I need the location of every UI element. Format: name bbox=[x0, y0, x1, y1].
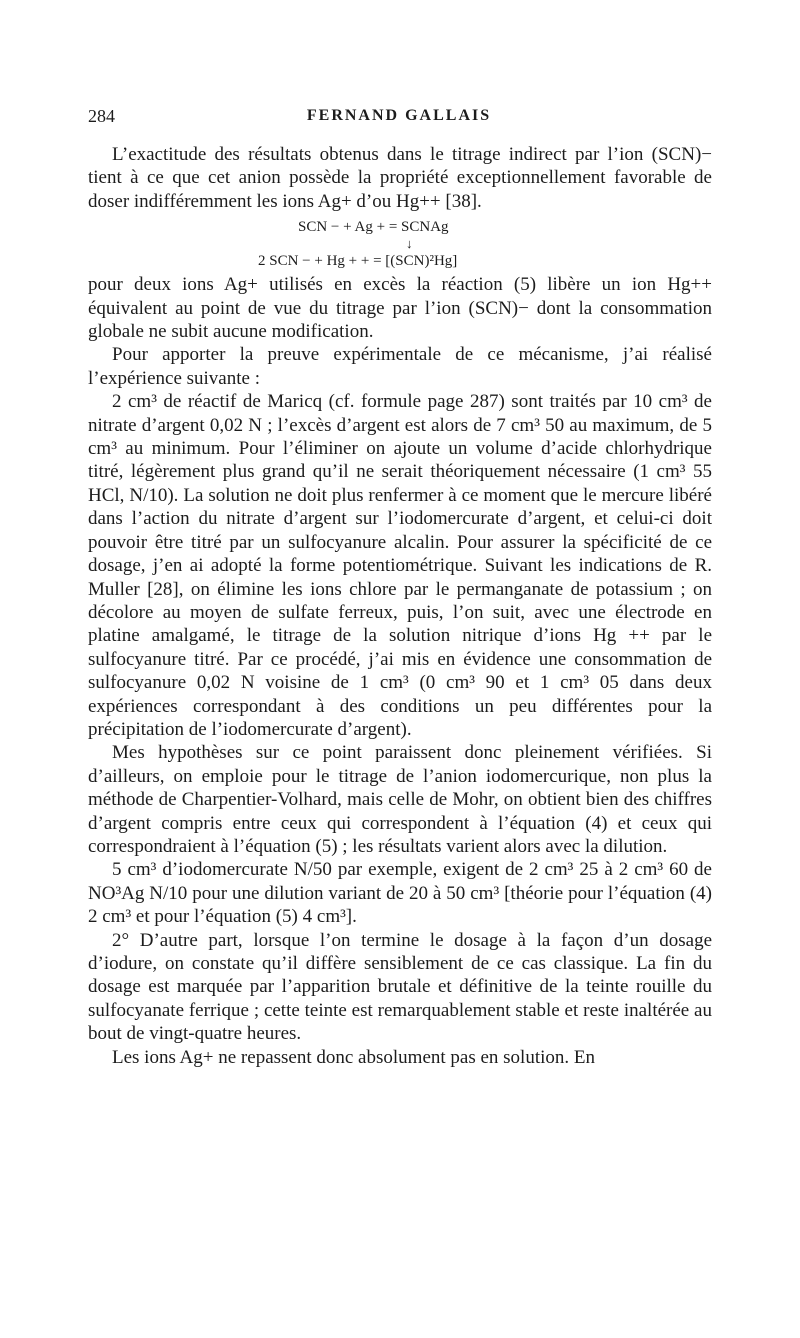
equation-line: SCN − + Ag + = SCNAg bbox=[298, 219, 449, 236]
paragraph: Pour apporter la preuve expérimentale de ce mécanisme, j’ai réalisé l’expérience suivante : bbox=[88, 344, 712, 389]
equation-line: 2 SCN − + Hg + + = [(SCN)²Hg] bbox=[258, 253, 458, 270]
paragraph: Les ions Ag+ ne repassent donc absolument pas en solution. En bbox=[112, 1046, 595, 1068]
paragraph: 5 cm³ d’iodomercurate N/50 par exemple, exigent de 2 cm³ 25 à 2 cm³ 60 de NO³Ag N/10 pour une dilution variant de 20 à 50 cm³ [théorie pour l’équation (4) 2 cm³ et pour l’équation (5) 4 cm³]. bbox=[88, 859, 712, 928]
running-title: FERNAND GALLAIS bbox=[306, 107, 492, 124]
paragraph: L’exactitude des résultats obtenus dans le titrage indirect par l’ion (SCN)− tient à ce que cet anion possède la propriété exceptionnellement favorable de doser indifféremment les ions Ag+ d’ou Hg++ [38]. bbox=[88, 144, 712, 212]
paragraph: pour deux ions Ag+ utilisés en excès la réaction (5) libère un ion Hg++ équivalent au point de vue du titrage par l’ion (SCN)− dont la consommation globale ne subit aucune modification. bbox=[88, 274, 712, 343]
paragraph: 2 cm³ de réactif de Maricq (cf. formule page 287) sont traités par 10 cm³ de nitrate d’argent 0,02 N ; l’excès d’argent est alors de 7 cm³ 50 au maximum, de 5 cm³ au minimum. Pour l’éliminer on ajoute un volume d’acide chlorhydrique titré, légèrement plus grand qu’il ne serait théoriquement nécessaire (1 cm³ 55 HCl, N/10). La solution ne doit plus renfermer à ce moment que le mercure libéré dans l’action du nitrate d’argent sur l’iodomercurate d’argent, et celui-ci doit pouvoir être titré par un sulfocyanure alcalin. Pour assurer la spécificité de ce dosage, j’en ai adopté la forme potentiométrique. Suivant les indications de R. Muller [28], on élimine les ions chlore par le permanganate de potassium ; on décolore au moyen de sulfate ferreux, puis, l’on suit, avec une électrode en platine amalgamé, le titrage de la solution nitrique d’ions Hg ++ par le sulfocyanure titré. Par ce procédé, j’ai mis en évidence une consommation de sulfocyanure 0,02 N voisine de 1 cm³ (0 cm³ 90 et 1 cm³ 05 dans deux expériences correspondant à des conditions un peu différentes pour la précipitation de l’iodomercurate d’argent). bbox=[88, 391, 712, 740]
paragraph: Mes hypothèses sur ce point paraissent donc pleinement vérifiées. Si d’ailleurs, on emploie pour le titrage de l’anion iodomercurique, non plus la méthode de Charpentier-Volhard, mais celle de Mohr, on obtient bien des chiffres d’argent compris entre ceux qui correspondent à l’équation (4) et ceux qui correspondraient à l’équation (5) ; les résultats varient alors avec la dilution. bbox=[88, 742, 712, 857]
page-number: 284 bbox=[88, 106, 115, 126]
equation-block bbox=[88, 218, 712, 270]
reaction-arrow: ↓ bbox=[406, 236, 413, 252]
paragraph: 2° D’autre part, lorsque l’on termine le dosage à la façon d’un dosage d’iodure, on constate qu’il diffère sensiblement de ce cas classique. La fin du dosage est marquée par l’apparition brutale et définitive de la teinte rouille du sulfocyanate ferrique ; cette teinte est remarquablement stable et reste inaltérée au bout de vingt-quatre heures. bbox=[88, 929, 712, 1045]
body-text bbox=[88, 143, 712, 1069]
page-header bbox=[88, 104, 710, 128]
